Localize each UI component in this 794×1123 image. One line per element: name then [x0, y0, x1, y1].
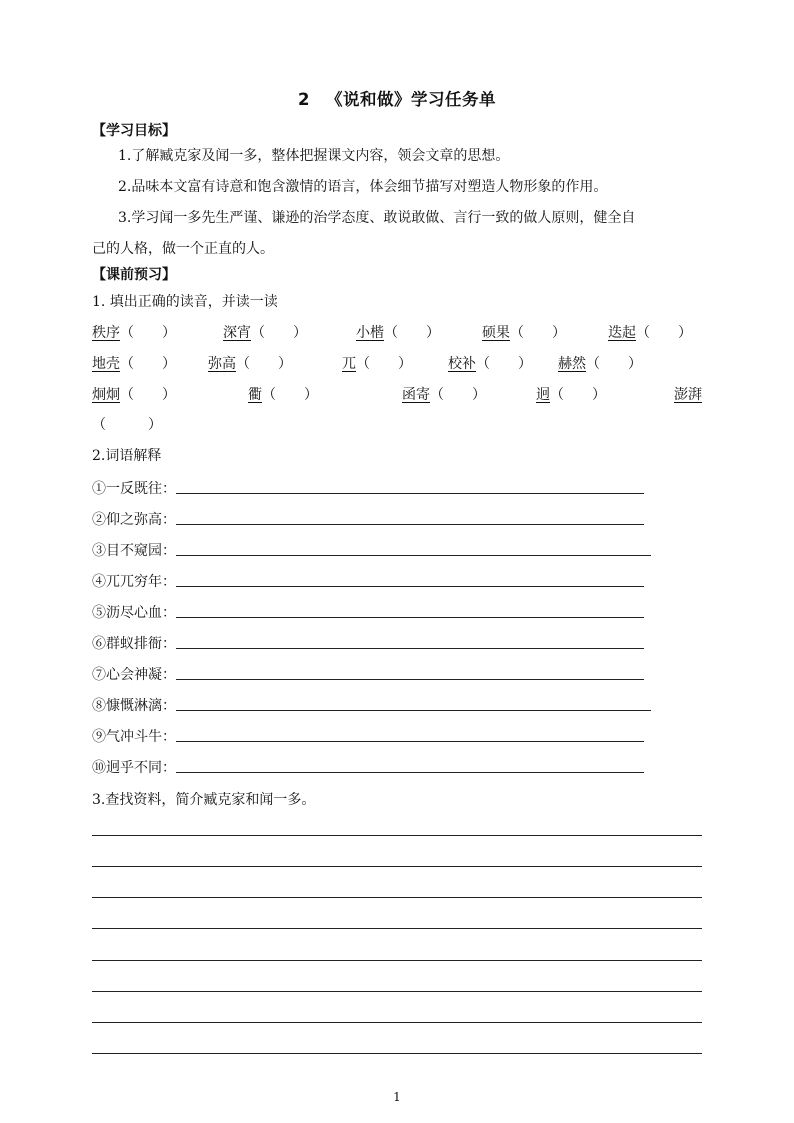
writing-line[interactable]: [92, 1053, 702, 1054]
term-label: ④兀兀穷年：: [92, 574, 176, 590]
term-label: ①一反既往：: [92, 481, 176, 497]
objectives-heading: 【学习目标】: [92, 123, 176, 139]
pinyin-item: 深宵（ ）: [223, 325, 307, 341]
writing-line[interactable]: [92, 897, 702, 898]
page-number: 1: [393, 1090, 401, 1104]
title-number: 2: [298, 90, 310, 109]
objective-1: 1.了解臧克家及闻一多，整体把握课文内容，领会文章的思想。: [118, 148, 510, 164]
pinyin-item: 迭起（ ）: [608, 325, 692, 341]
term-label: ⑦心会神凝：: [92, 667, 176, 683]
answer-line[interactable]: [176, 586, 644, 587]
writing-line[interactable]: [92, 928, 702, 929]
writing-line[interactable]: [92, 1022, 702, 1023]
pinyin-item: 迥（ ）: [536, 387, 606, 403]
objective-3: 3.学习闻一多先生严谨、谦逊的治学态度、敢说敢做、言行一致的做人原则，健全自: [118, 210, 636, 226]
pinyin-item: 炯炯（ ）: [92, 387, 176, 403]
answer-line[interactable]: [176, 710, 651, 711]
term-label: ⑩迥乎不同：: [92, 760, 176, 776]
answer-line[interactable]: [176, 617, 644, 618]
answer-line[interactable]: [176, 741, 644, 742]
answer-line[interactable]: [176, 493, 644, 494]
term-label: ⑨气冲斗牛：: [92, 729, 176, 745]
answer-line[interactable]: [176, 679, 644, 680]
term-label: ⑥群蚁排衙：: [92, 636, 176, 652]
question-2: 2.词语解释: [92, 448, 162, 464]
term-label: ⑧慷慨淋漓：: [92, 698, 176, 714]
answer-line[interactable]: [176, 524, 644, 525]
answer-line[interactable]: [176, 772, 644, 773]
objective-3-cont: 己的人格，做一个正直的人。: [92, 241, 274, 257]
term-label: ⑤沥尽心血：: [92, 605, 176, 621]
pinyin-item: 地壳（ ）: [92, 356, 176, 372]
writing-line[interactable]: [92, 991, 702, 992]
pinyin-item: 赫然（ ）: [558, 356, 642, 372]
pinyin-item: 小楷（ ）: [356, 325, 440, 341]
answer-line[interactable]: [176, 648, 644, 649]
writing-line[interactable]: [92, 866, 702, 867]
pinyin-item: 衢（ ）: [248, 387, 318, 403]
writing-line[interactable]: [92, 960, 702, 961]
pinyin-item: 秩序（ ）: [92, 325, 176, 341]
term-label: ②仰之弥高：: [92, 512, 176, 528]
answer-line[interactable]: [176, 555, 651, 556]
question-1: 1. 填出正确的读音，并读一读: [92, 294, 278, 310]
term-label: ③目不窥园：: [92, 543, 176, 559]
pinyin-item: 硕果（ ）: [482, 325, 566, 341]
pinyin-item: 校补（ ）: [448, 356, 532, 372]
objective-2: 2.品味本文富有诗意和饱含激情的语言，体会细节描写对塑造人物形象的作用。: [118, 179, 608, 195]
question-3: 3.查找资料，简介臧克家和闻一多。: [92, 792, 316, 808]
pinyin-item: 兀（ ）: [342, 356, 412, 372]
title-text: 《说和做》学习任务单: [325, 90, 496, 109]
preview-heading: 【课前预习】: [92, 267, 176, 283]
pinyin-paren: （ ）: [92, 417, 162, 433]
pinyin-item: 弥高（ ）: [208, 356, 292, 372]
page-title: [0, 86, 794, 110]
writing-line[interactable]: [92, 835, 702, 836]
pinyin-item: 函寄（ ）: [402, 387, 486, 403]
pinyin-item: 澎湃: [674, 387, 702, 403]
